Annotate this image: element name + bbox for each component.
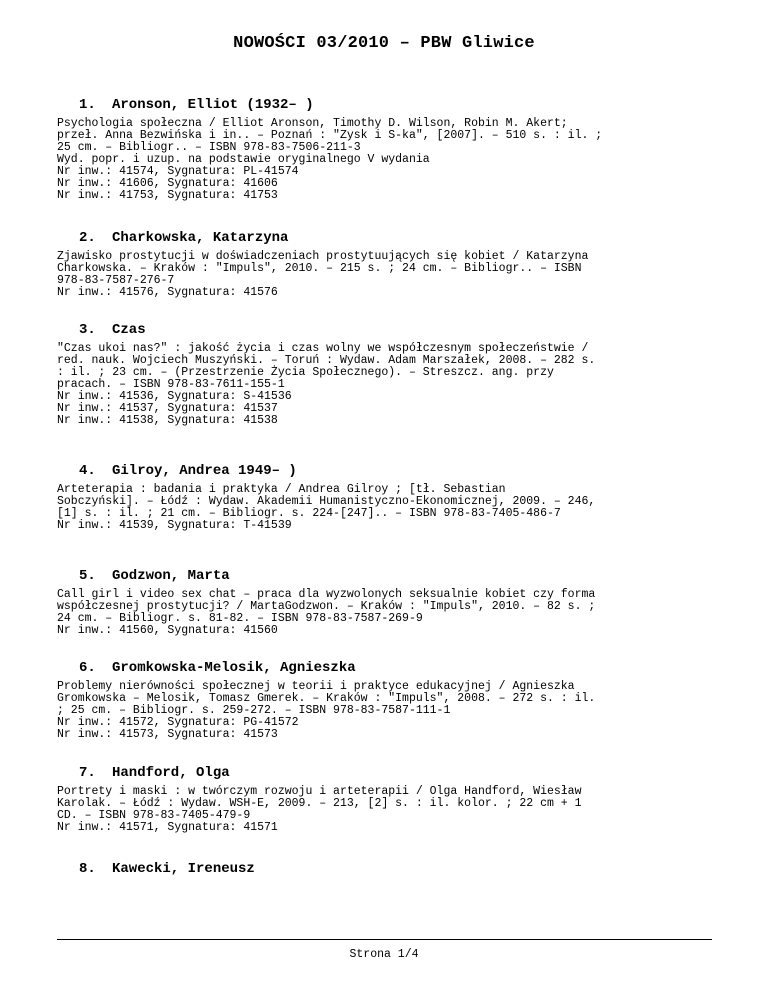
entry-line: Portrety i maski : w twórczym rozwoju i arteterapii / Olga Handford, Wiesław: [57, 785, 582, 798]
entry-1: [57, 97, 747, 202]
entry-7: [57, 765, 747, 834]
entry-line: Nr inw.: 41571, Sygnatura: 41571: [57, 821, 278, 834]
entry-line: Nr inw.: 41574, Sygnatura: PL-41574: [57, 165, 299, 178]
entry-line: red. nauk. Wojciech Muszyński. – Toruń : Wydaw. Adam Marszałek, 2008. – 282 s.: [57, 354, 596, 367]
entry-number: 6.: [79, 660, 96, 676]
entry-line: Sobczyński]. – Łódź : Wydaw. Akademii Humanistyczno-Ekonomicznej, 2009. – 246,: [57, 495, 596, 508]
entry-line: Arteterapia : badania i praktyka / Andrea Gilroy ; [tł. Sebastian: [57, 483, 506, 496]
entry-line: [1] s. : il. ; 21 cm. – Bibliogr. s. 224-[247].. – ISBN 978-83-7405-486-7: [57, 507, 561, 520]
entry-number: 2.: [79, 230, 96, 246]
entry-line: ; 25 cm. – Bibliogr. s. 259-272. – ISBN 978-83-7587-111-1: [57, 704, 451, 717]
entry-author: Godzwon, Marta: [112, 568, 230, 584]
entry-heading: [79, 765, 747, 781]
entry-line: Nr inw.: 41539, Sygnatura: T-41539: [57, 519, 292, 532]
entry-heading: [79, 568, 747, 584]
entry-line: Nr inw.: 41576, Sygnatura: 41576: [57, 286, 278, 299]
entry-line: Problemy nierówności społecznej w teorii i praktyce edukacyjnej / Agnieszka: [57, 680, 575, 693]
entry-2: [57, 230, 747, 299]
entry-author: Gromkowska-Melosik, Agnieszka: [112, 660, 356, 676]
entry-line: Zjawisko prostytucji w doświadczeniach prostytuujących się kobiet / Katarzyna: [57, 250, 589, 263]
entry-line: pracach. – ISBN 978-83-7611-155-1: [57, 378, 285, 391]
entry-number: 5.: [79, 568, 96, 584]
entry-line: 978-83-7587-276-7: [57, 274, 175, 287]
footer-divider: [57, 939, 712, 940]
entry-heading: [79, 660, 747, 676]
entry-heading: [79, 861, 747, 877]
entry-line: przeł. Anna Bezwińska i in.. – Poznań : "Zysk i S-ka", [2007]. – 510 s. : il. ;: [57, 129, 603, 142]
entry-line: Wyd. popr. i uzup. na podstawie oryginalnego V wydania: [57, 153, 430, 166]
entry-line: Nr inw.: 41536, Sygnatura: S-41536: [57, 390, 292, 403]
entry-author: Charkowska, Katarzyna: [112, 230, 289, 246]
entry-number: 3.: [79, 322, 96, 338]
entry-line: "Czas ukoi nas?" : jakość życia i czas wolny we współczesnym społeczeństwie /: [57, 342, 589, 355]
entry-line: Call girl i video sex chat – praca dla wyzwolonych seksualnie kobiet czy forma: [57, 588, 596, 601]
entry-number: 7.: [79, 765, 96, 781]
entry-line: Nr inw.: 41537, Sygnatura: 41537: [57, 402, 278, 415]
entry-line: Psychologia społeczna / Elliot Aronson, Timothy D. Wilson, Robin M. Akert;: [57, 117, 568, 130]
entry-4: [57, 463, 747, 532]
entry-line: 24 cm. – Bibliogr. s. 81-82. – ISBN 978-83-7587-269-9: [57, 612, 423, 625]
entry-author: Czas: [112, 322, 146, 338]
entry-author: Gilroy, Andrea 1949– ): [112, 463, 297, 479]
entry-line: Nr inw.: 41573, Sygnatura: 41573: [57, 728, 278, 741]
entry-5: [57, 568, 747, 637]
entry-line: Nr inw.: 41560, Sygnatura: 41560: [57, 624, 278, 637]
entry-number: 4.: [79, 463, 96, 479]
entry-line: Gromkowska – Melosik, Tomasz Gmerek. – Kraków : "Impuls", 2008. – 272 s. : il.: [57, 692, 596, 705]
entry-line: Nr inw.: 41606, Sygnatura: 41606: [57, 177, 278, 190]
entry-line: Nr inw.: 41572, Sygnatura: PG-41572: [57, 716, 299, 729]
entry-heading: [79, 97, 747, 113]
entry-8: [57, 861, 747, 882]
entry-line: Nr inw.: 41753, Sygnatura: 41753: [57, 189, 278, 202]
entry-line: : il. ; 23 cm. – (Przestrzenie Życia Społecznego). – Streszcz. ang. przy: [57, 366, 554, 379]
entry-line: Charkowska. – Kraków : "Impuls", 2010. – 215 s. ; 24 cm. – Bibliogr.. – ISBN: [57, 262, 582, 275]
entry-author: Handford, Olga: [112, 765, 230, 781]
entry-3: [57, 322, 747, 427]
entry-6: [57, 660, 747, 741]
entry-heading: [79, 230, 747, 246]
page-number: Strona 1/4: [349, 948, 419, 961]
entry-line: CD. – ISBN 978-83-7405-479-9: [57, 809, 251, 822]
entry-heading: [79, 463, 747, 479]
entry-number: 8.: [79, 861, 96, 877]
entry-line: Nr inw.: 41538, Sygnatura: 41538: [57, 414, 278, 427]
entry-heading: [79, 322, 747, 338]
entry-author: Kawecki, Ireneusz: [112, 861, 255, 877]
entry-line: Karolak. – Łódź : Wydaw. WSH-E, 2009. – 213, [2] s. : il. kolor. ; 22 cm + 1: [57, 797, 582, 810]
entry-number: 1.: [79, 97, 96, 113]
entry-line: współczesnej prostytucji? / MartaGodzwon. – Kraków : "Impuls", 2010. – 82 s. ;: [57, 600, 596, 613]
entry-line: 25 cm. – Bibliogr.. – ISBN 978-83-7506-211-3: [57, 141, 361, 154]
entry-author: Aronson, Elliot (1932– ): [112, 97, 314, 113]
page-title: NOWOŚCI 03/2010 – PBW Gliwice: [233, 34, 535, 53]
